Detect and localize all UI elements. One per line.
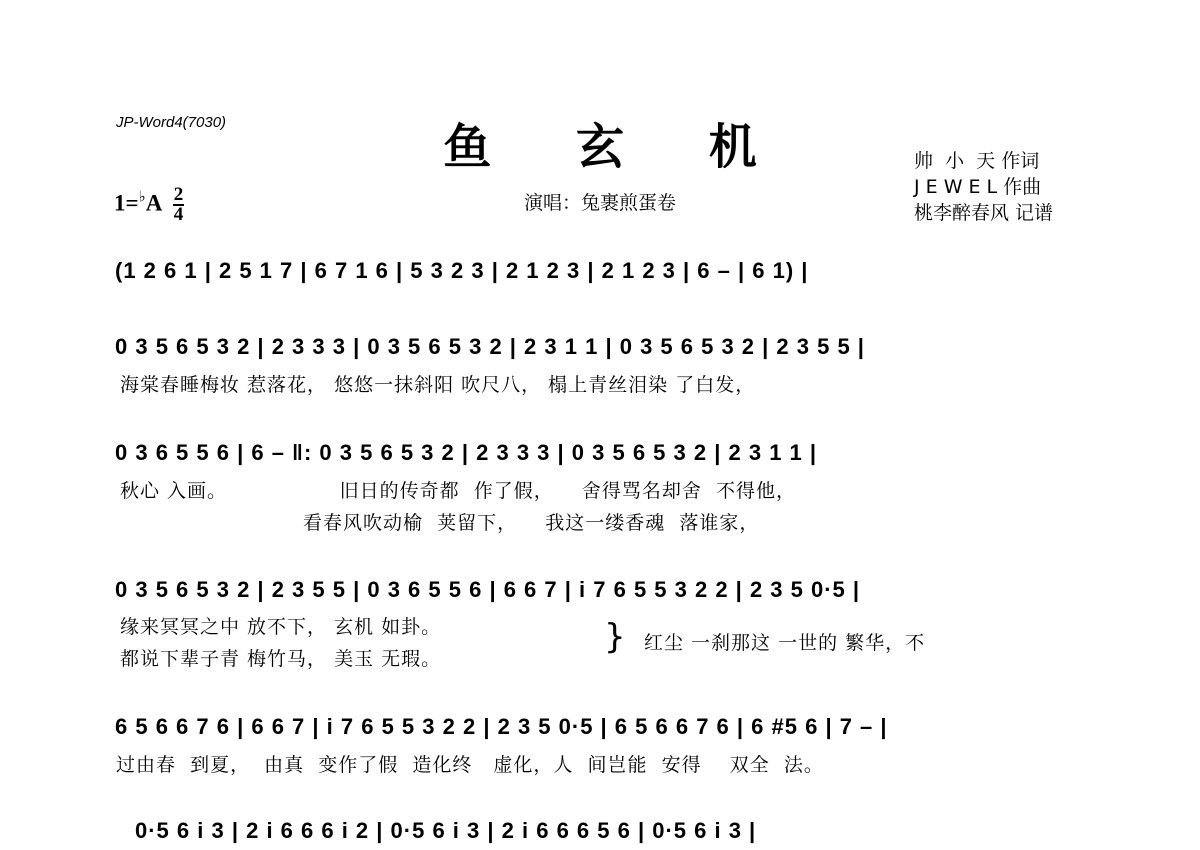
score-row-5-lyrics: 过由春 到夏， 由真 变作了假 造化终 虚化，人 间岂能 安得 双全 法。 [116, 754, 824, 776]
verse-brace: } [604, 617, 626, 657]
time-signature [173, 186, 185, 224]
score-row-4-lyrics-verse1: 缘来冥冥之中 放不下， 玄机 如卦。 [120, 616, 442, 638]
flat-symbol: ♭ [138, 189, 146, 206]
key-signature [114, 186, 184, 224]
score-row-3-notes: 0 3 6 5 5 6 | 6 – ‖: 0 3 5 6 5 3 2 | 2 3 3 3 | 0 3 5 6 5 3 2 | 2 3 1 1 | [115, 440, 818, 465]
song-title: 鱼 玄 机 [443, 119, 791, 175]
meter-bottom: 4 [173, 204, 184, 225]
key-note: A [145, 190, 162, 216]
score-row-4-lyrics-merged: 红尘 一刹那这 一世的 繁华，不 [644, 632, 926, 654]
key-prefix: 1= [114, 190, 139, 216]
score-row-4-notes: 0 3 5 6 5 3 2 | 2 3 5 5 | 0 3 6 5 5 6 | 6 6 7 | i 7 6 5 5 3 2 2 | 2 3 5 0·5 | [115, 577, 861, 602]
credits-block [914, 148, 1053, 226]
score-row-4-lyrics-verse2: 都说下辈子青 梅竹马， 美玉 无瑕。 [120, 648, 442, 670]
score-row-1-notes: (1 2 6 1 | 2 5 1 7 | 6 7 1 6 | 5 3 2 3 | 2 1 2 3 | 2 1 2 3 | 6 – | 6 1) | [115, 258, 809, 283]
lyricist-credit: 帅 小 天 作词 [914, 150, 1040, 172]
score-row-2-notes: 0 3 5 6 5 3 2 | 2 3 3 3 | 0 3 5 6 5 3 2 | 2 3 1 1 | 0 3 5 6 5 3 2 | 2 3 5 5 | [115, 334, 865, 359]
meter-top: 2 [173, 184, 184, 205]
score-row-6-notes: 0·5 6 i 3 | 2 i 6 6 6 i 2 | 0·5 6 i 3 | 2 i 6 6 6 5 6 | 0·5 6 i 3 | [135, 818, 757, 843]
score-row-5-notes: 6 5 6 6 7 6 | 6 6 7 | i 7 6 5 5 3 2 2 | 2 3 5 0·5 | 6 5 6 6 7 6 | 6 #5 6 | 7 – | [115, 714, 888, 739]
score-row-3-lyrics-verse2: 看春风吹动榆 荚留下， 我这一缕香魂 落谁家， [120, 512, 760, 534]
composer-credit: J E W E L 作曲 [914, 176, 1042, 198]
software-label: JP-Word4(7030) [116, 114, 227, 131]
score-row-3-lyrics-verse1: 秋心 入画。 旧日的传奇都 作了假， 舍得骂名却舍 不得他， [120, 480, 796, 502]
score-row-2-lyrics: 海棠春睡梅妆 惹落花， 悠悠一抹斜阳 吹尺八， 榻上青丝泪染 了白发， [120, 374, 756, 396]
singer-line: 演唱：兔裹煎蛋卷 [523, 192, 676, 214]
transcriber-credit: 桃李醉春风 记谱 [914, 202, 1054, 224]
